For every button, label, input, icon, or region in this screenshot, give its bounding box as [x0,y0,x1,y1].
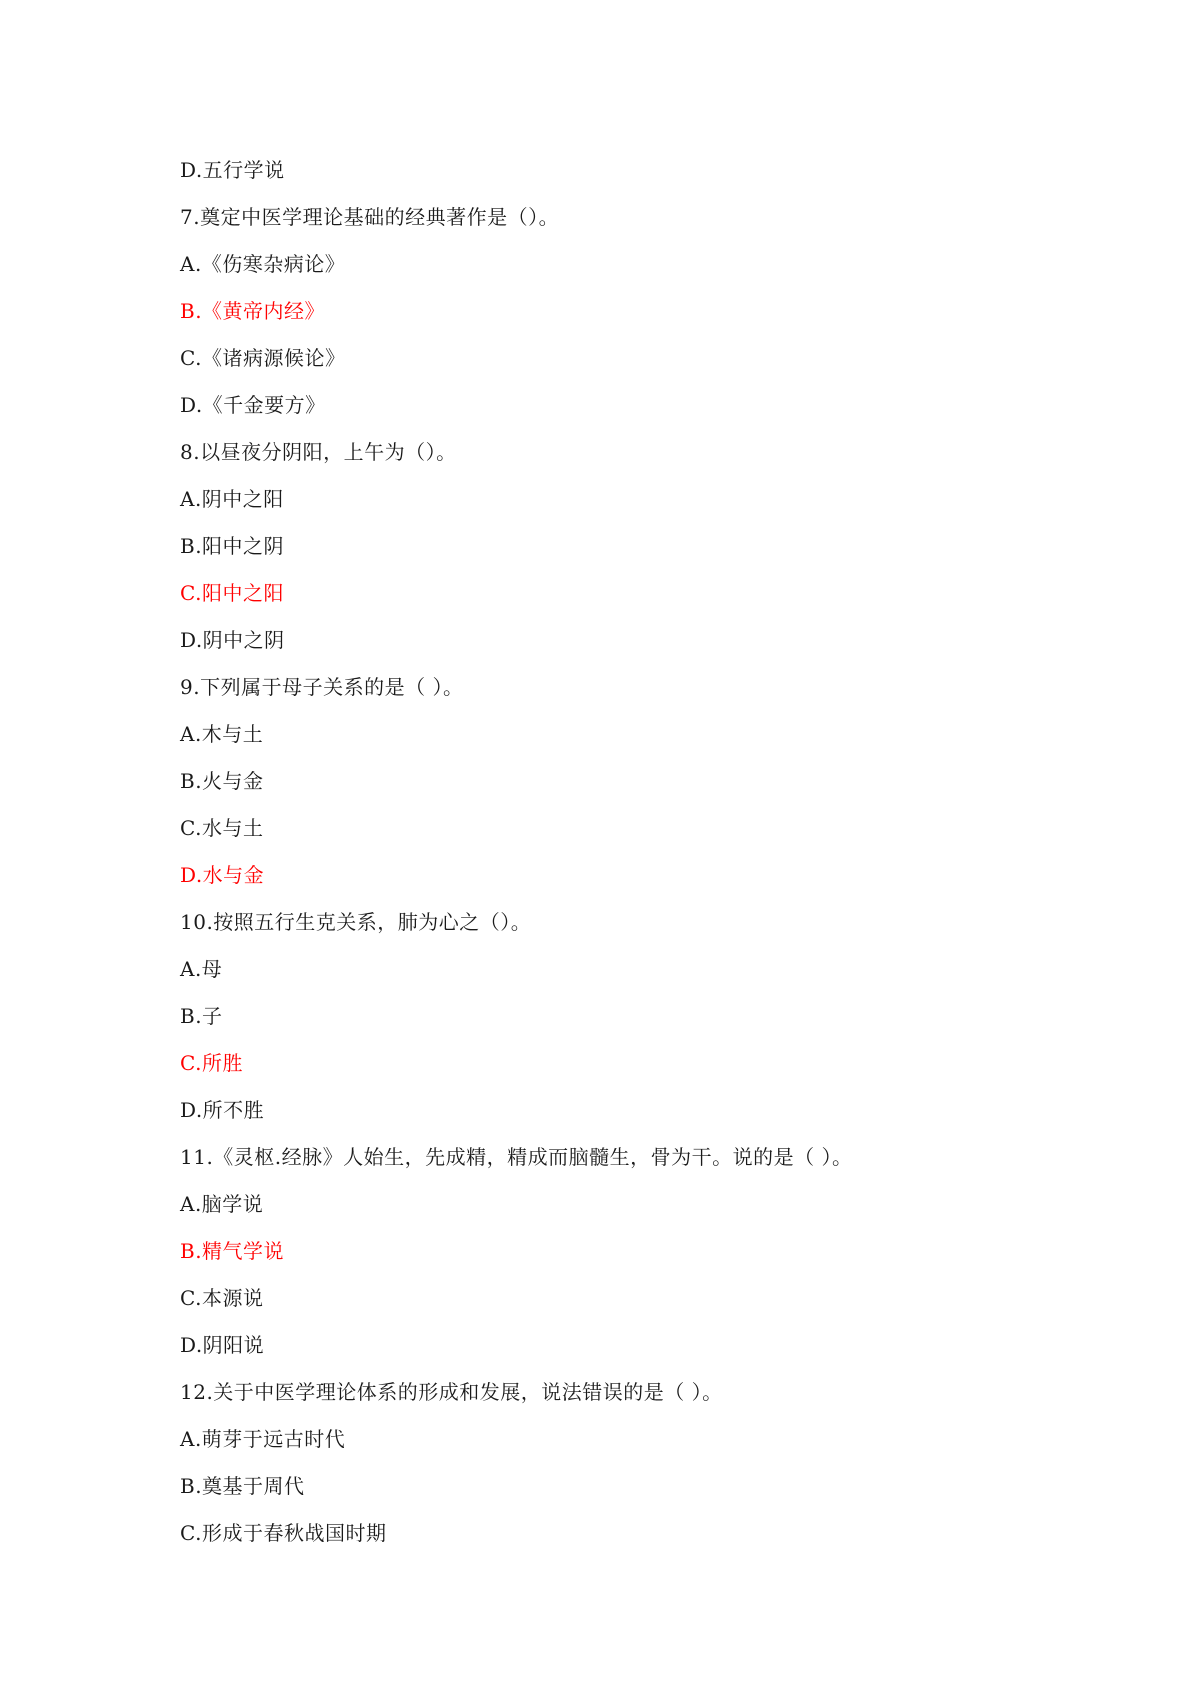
option-text: C.形成于春秋战国时期 [180,1521,387,1545]
correct-option: B.《黄帝内经》 [180,299,326,323]
option-text: A.母 [180,957,223,981]
option-text: A.《伤寒杂病论》 [180,252,346,276]
option-text: B.奠基于周代 [180,1474,305,1498]
question-text: 8.以昼夜分阴阳，上午为（）。 [180,440,457,464]
option-text: D.五行学说 [180,158,285,182]
correct-option: C.所胜 [180,1051,243,1075]
option-text: D.《千金要方》 [180,393,326,417]
question-text: 9.下列属于母子关系的是（ ）。 [180,675,464,699]
option-text: A.阴中之阳 [180,487,284,511]
option-text: C.水与土 [180,816,264,840]
question-text: 12.关于中医学理论体系的形成和发展，说法错误的是（ ）。 [180,1380,723,1404]
option-text: A.木与土 [180,722,264,746]
question-text: 11.《灵枢.经脉》人始生，先成精，精成而脑髓生，骨为干。说的是（ ）。 [180,1145,853,1169]
option-text: B.火与金 [180,769,264,793]
question-text: 7.奠定中医学理论基础的经典著作是（）。 [180,205,560,229]
option-text: A.脑学说 [180,1192,264,1216]
option-text: D.阴中之阴 [180,628,285,652]
option-text: C.本源说 [180,1286,264,1310]
option-text: B.阳中之阴 [180,534,285,558]
correct-option: C.阳中之阳 [180,581,284,605]
question-list [180,153,1080,1563]
option-text: A.萌芽于远古时代 [180,1427,346,1451]
correct-option: D.水与金 [180,863,265,887]
option-text: D.阴阳说 [180,1333,265,1357]
correct-option: B.精气学说 [180,1239,285,1263]
question-text: 10.按照五行生克关系，肺为心之（）。 [180,910,532,934]
option-text: B.子 [180,1004,223,1028]
option-text: C.《诸病源候论》 [180,346,346,370]
option-text: D.所不胜 [180,1098,265,1122]
